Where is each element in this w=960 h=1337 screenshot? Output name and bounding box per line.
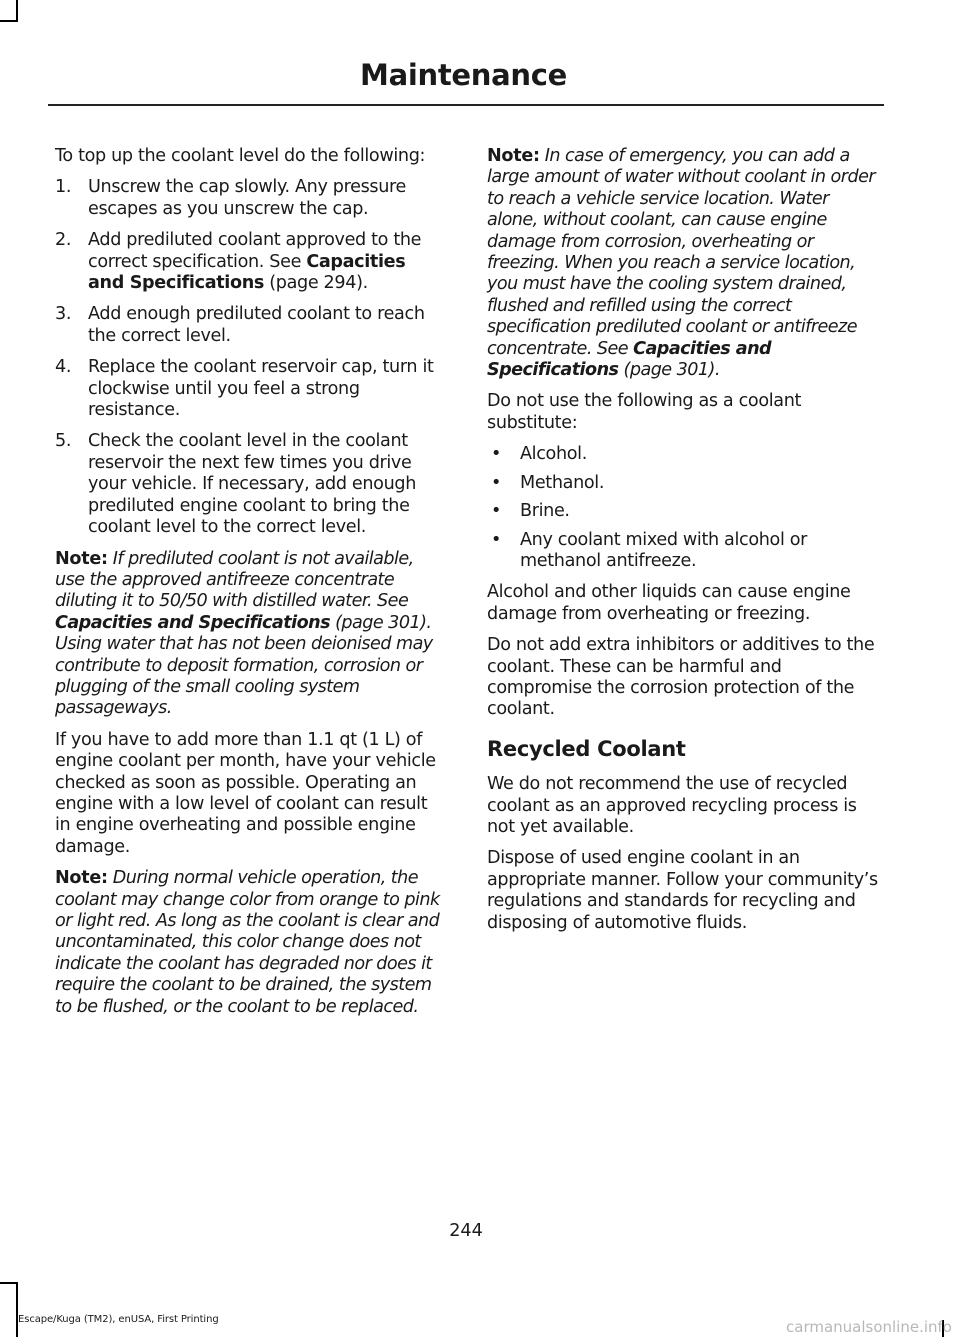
list-item-text: Methanol.: [520, 472, 605, 493]
note-label: Note:: [55, 548, 108, 569]
note-text: During normal vehicle operation, the coolant may change color from orange to pink or light red. As long as the coolant is clear and uncontaminated, this color change does not indicate the coolant has degraded nor does it require the coolant to be drained, the system to be flushed, or the coolant to be replaced.: [55, 868, 440, 1017]
inhibitors-paragraph: Do not add extra inhibitors or additives to the coolant. These can be harmful and compromise the corrosion protection of the coolant.: [487, 635, 875, 720]
crop-mark-top-left-v: [16, 0, 18, 22]
damage-paragraph: Alcohol and other liquids can cause engine damage from overheating or freezing.: [487, 582, 851, 624]
crop-mark-top-left-h: [0, 20, 18, 22]
header-divider: [48, 104, 884, 106]
step-text: Check the coolant level in the coolant reservoir the next few times you drive your vehicle. If necessary, add enough prediluted engine coolant to bring the coolant level to the correct level.: [88, 431, 417, 538]
step-text: Add enough prediluted coolant to reach the correct level.: [88, 304, 425, 346]
list-item: [487, 530, 879, 573]
note-color-change: [55, 868, 447, 1018]
step-number: 5.: [55, 431, 72, 452]
coolant-consumption-paragraph: If you have to add more than 1.1 qt (1 L) of engine coolant per month, have your vehicle checked as soon as possible. Operating an engine with a low level of coolant can result in engine overheating and possible engine damage.: [55, 729, 436, 857]
watermark-text: carmanualsonline.info: [786, 1318, 952, 1336]
list-item-text: Brine.: [520, 501, 570, 522]
step-item: [55, 304, 447, 347]
capacities-link[interactable]: Capacities and Specifications: [487, 338, 772, 381]
list-item: [487, 473, 879, 494]
crop-mark-bottom-left-h: [0, 1282, 18, 1284]
step-item: [55, 357, 447, 421]
list-item-text: Any coolant mixed with alcohol or methanol antifreeze.: [520, 529, 808, 571]
step-text: Replace the coolant reservoir cap, turn it clockwise until you feel a strong resistance.: [88, 357, 434, 421]
page-ref: (page 294).: [264, 273, 368, 294]
note-label: Note:: [55, 868, 108, 889]
right-column: [487, 146, 879, 944]
step-text: Add prediluted coolant approved to the correct specification. See: [88, 230, 422, 272]
list-item: [487, 444, 879, 465]
page-number: 244: [449, 1221, 483, 1241]
step-text: Unscrew the cap slowly. Any pressure escapes as you unscrew the cap.: [88, 177, 406, 219]
list-item: [487, 501, 879, 522]
intro-paragraph: To top up the coolant level do the following:: [55, 146, 426, 166]
note-emergency: [487, 146, 879, 381]
capacities-link[interactable]: Capacities and Specifications: [88, 251, 406, 294]
capacities-link[interactable]: Capacities and Specifications: [55, 612, 331, 633]
note-text: (page 301). Using water that has not been deionised may contribute to deposit formation, corrosion or plugging of the small cooling system passageways.: [55, 612, 433, 719]
recycled-paragraph: We do not recommend the use of recycled coolant as an approved recycling process is not yet available.: [487, 774, 857, 837]
step-number: 4.: [55, 357, 72, 378]
note-prediluted: [55, 549, 447, 720]
left-column: [55, 146, 447, 1028]
substitute-paragraph: Do not use the following as a coolant substitute:: [487, 391, 802, 433]
step-item: [55, 431, 447, 538]
note-text: If prediluted coolant is not available, use the approved antifreeze concentrate diluting it to 50/50 with distilled water. See: [55, 548, 414, 612]
substitute-list: [487, 444, 879, 572]
bullet-icon: •: [491, 444, 502, 465]
note-text: (page 301).: [618, 360, 720, 381]
step-item: [55, 177, 447, 220]
section-title-recycled-coolant: Recycled Coolant: [487, 736, 686, 761]
page-title: Maintenance: [360, 58, 567, 92]
footer-edition: Escape/Kuga (TM2), enUSA, First Printing: [18, 1314, 219, 1325]
step-item: [55, 230, 447, 294]
dispose-paragraph: Dispose of used engine coolant in an appropriate manner. Follow your community’s regulations and standards for recycling and disposing of automotive fluids.: [487, 848, 878, 933]
crop-mark-bottom-left-v: [16, 1282, 18, 1337]
bullet-icon: •: [491, 472, 502, 493]
step-number: 3.: [55, 304, 72, 325]
list-item-text: Alcohol.: [520, 444, 587, 465]
bullet-icon: •: [491, 529, 502, 550]
note-label: Note:: [487, 146, 540, 166]
steps-list: [55, 177, 447, 538]
note-text: In case of emergency, you can add a large amount of water without coolant in order to reach a vehicle service location. Water alone, without coolant, can cause engine damage from corrosion, overheating or freezing. When you reach a service location, you must have the cooling system drained, flushed and refilled using the correct specification prediluted coolant or antifreeze concentrate. See: [487, 146, 876, 359]
bullet-icon: •: [491, 501, 502, 522]
step-number: 2.: [55, 230, 72, 251]
step-number: 1.: [55, 177, 72, 198]
